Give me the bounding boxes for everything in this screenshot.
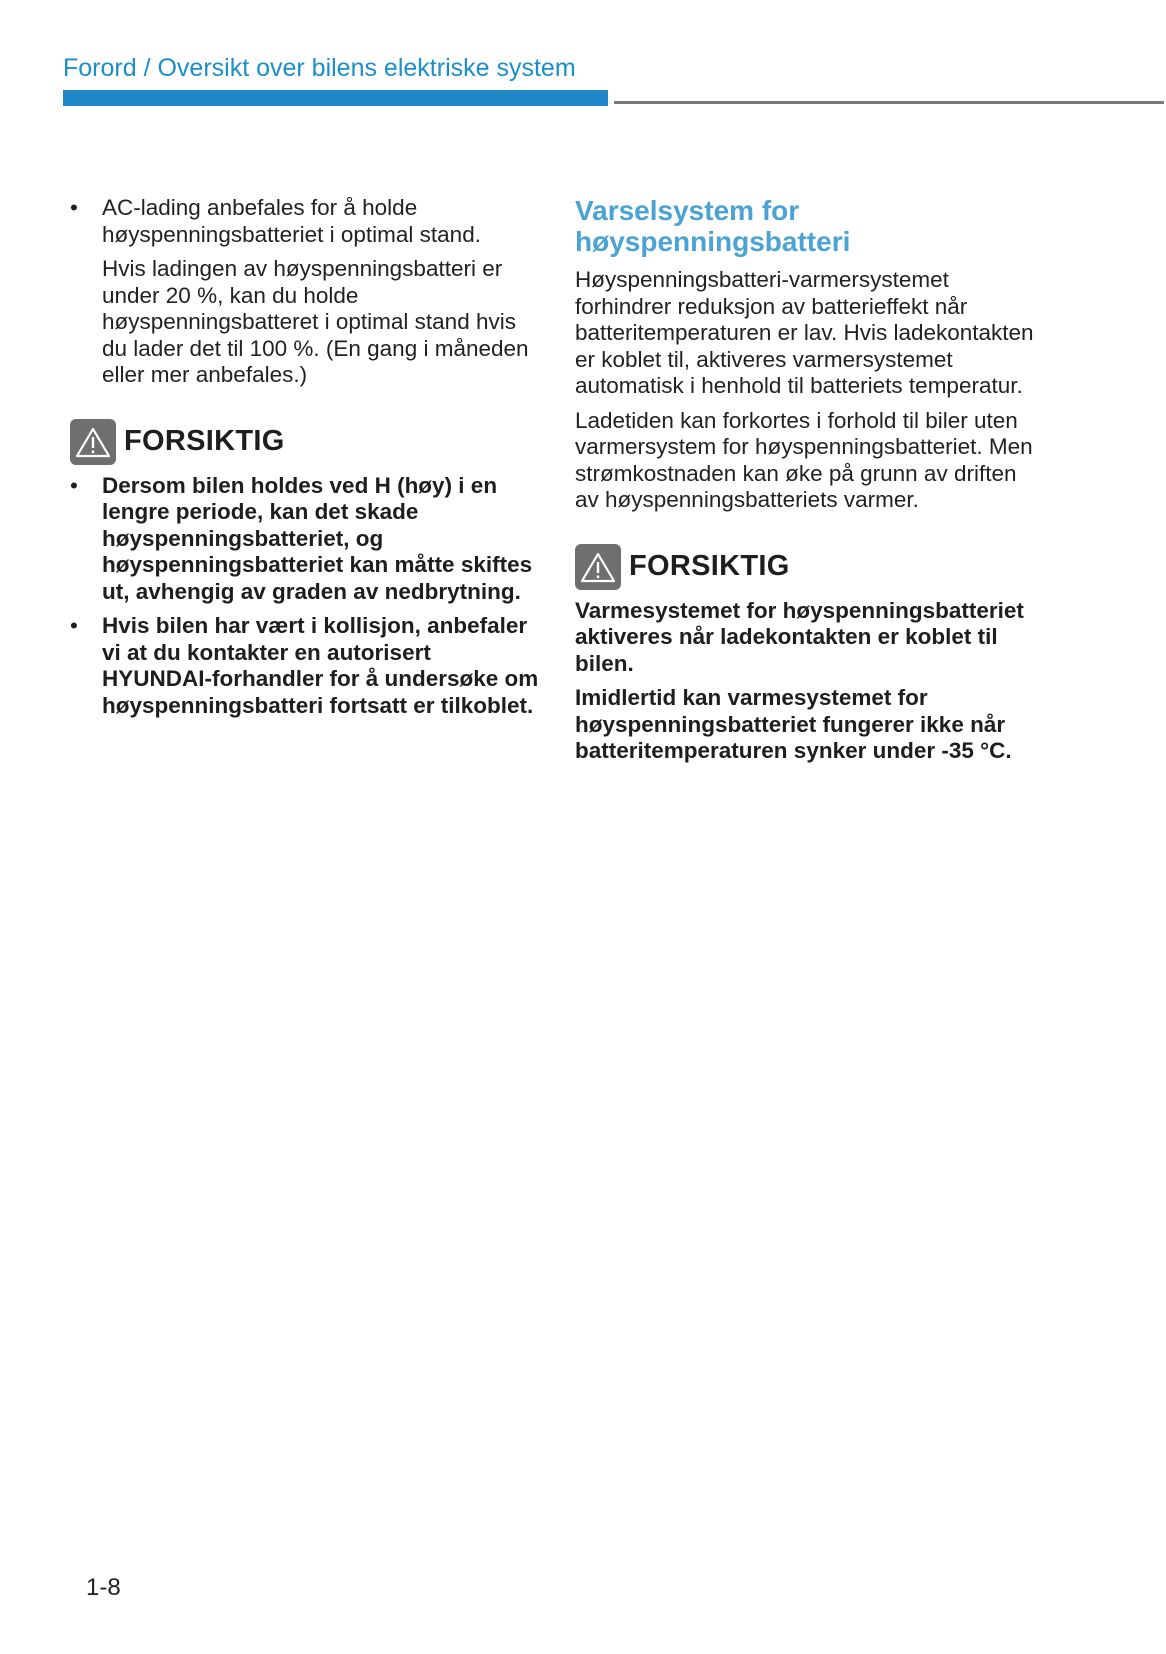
header-accent-bar	[63, 90, 608, 106]
warning-triangle-icon	[575, 544, 621, 590]
caution-item-text: Hvis bilen har vært i kollisjon, anbefaler vi at du kontakter en autorisert HYUNDAI-forhandler for å undersøke om høyspenningsbatteri fortsatt er tilkoblet.	[102, 613, 539, 718]
intro-bullet-note: Hvis ladingen av høyspenningsbatteri er under 20 %, kan du holde høyspenningsbatteret i optimal stand hvis du lader det til 100 %. (En gang i måneden eller mer anbefales.)	[102, 256, 529, 387]
bullet-icon: •	[70, 472, 78, 498]
caution-text: Imidlertid kan varmesystemet for høyspenningsbatteriet fungerer ikke når batteritemperaturen synker under -35 °C.	[575, 685, 1012, 763]
section-heading: Varselsystem for høyspenningsbatteri	[575, 195, 851, 257]
bullet-icon: •	[70, 613, 78, 638]
breadcrumb: Forord / Oversikt over bilens elektriske system	[63, 54, 576, 82]
caution-heading	[575, 544, 1035, 590]
caution-title: FORSIKTIG	[124, 425, 285, 457]
list-item	[70, 473, 540, 606]
right-column	[575, 195, 1035, 773]
intro-bullet-text: AC-lading anbefales for å holde høyspenningsbatteriet i optimal stand.	[102, 195, 481, 247]
list-item	[70, 613, 540, 719]
caution-title: FORSIKTIG	[629, 550, 790, 582]
page-number: 1-8	[86, 1574, 121, 1601]
list-item	[70, 195, 540, 389]
bullet-icon: •	[70, 195, 78, 220]
caution-item-text: Dersom bilen holdes ved H (høy) i en lengre periode, kan det skade høyspenningsbatteriet, og høyspenningsbatteriet kan måtte skiftes ut, avhengig av graden av nedbrytning.	[102, 472, 533, 604]
caution-text: Varmesystemet for høyspenningsbatteriet aktiveres når ladekontakten er koblet til bilen.	[575, 597, 1024, 676]
left-column	[70, 195, 540, 727]
section-paragraph: Ladetiden kan forkortes i forhold til biler uten varmersystem for høyspenningsbatteriet. Men strømkostnaden kan øke på grunn av driften av høyspenningsbatteriets varmer.	[575, 407, 1033, 512]
section-paragraph: Høyspenningsbatteri-varmersystemet forhindrer reduksjon av batterieffekt når batteritemperaturen er lav. Hvis ladekontakten er koblet til, aktiveres varmersystemet automatisk i henhold til batteriets temperatur.	[575, 267, 1034, 398]
caution-heading	[70, 419, 540, 465]
warning-triangle-icon	[70, 419, 116, 465]
header-divider	[614, 101, 1164, 104]
